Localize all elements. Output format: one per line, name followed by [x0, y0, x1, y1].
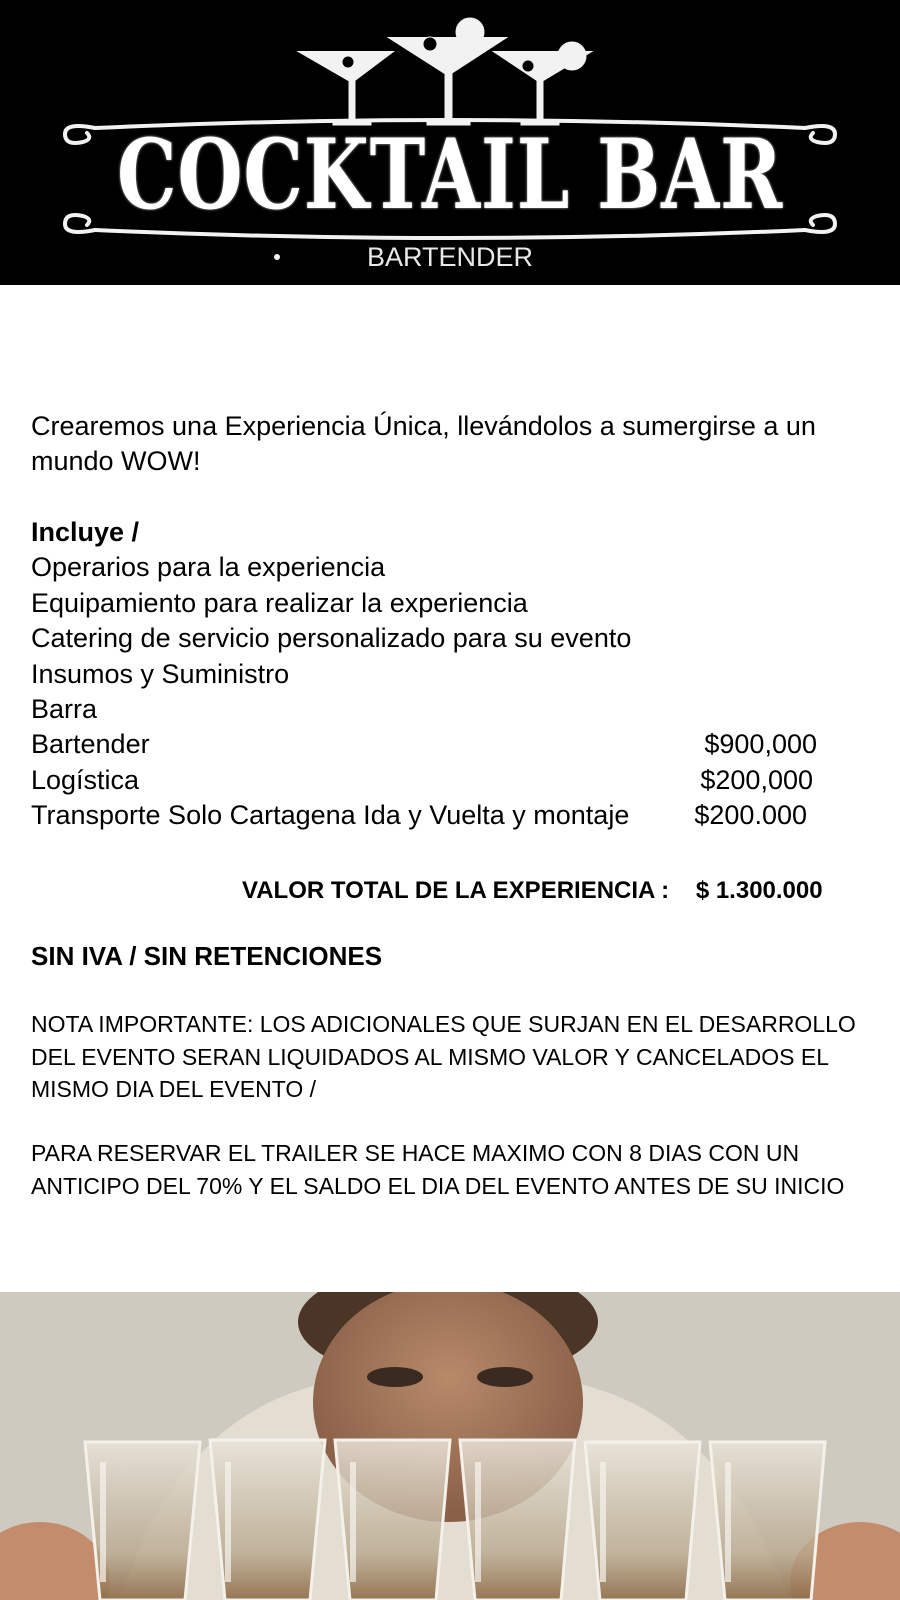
price-label: Bartender: [31, 729, 150, 759]
includes-item: Insumos y Suministro: [31, 659, 290, 689]
includes-item: Equipamiento para realizar la experiencia: [31, 588, 528, 618]
includes-heading: Incluye /: [31, 517, 140, 547]
header-subtitle: BARTENDER: [366, 242, 534, 272]
header-banner: [0, 0, 900, 285]
price-value: $200,000: [700, 765, 813, 795]
intro-line-1: Crearemos una Experiencia Única, llevándolos a sumergirse a un: [31, 411, 816, 441]
tax-note: SIN IVA / SIN RETENCIONES: [31, 941, 383, 971]
important-note: NOTA IMPORTANTE: LOS ADICIONALES QUE SURJAN EN EL DESARROLLO DEL EVENTO SERAN LIQUIDADOS AL MISMO VALOR Y CANCELADOS EL MISMO DIA DEL EVENTO /: [31, 1011, 856, 1102]
price-label: Transporte Solo Cartagena Ida y Vuelta y montaje: [31, 800, 630, 830]
includes-item: Barra: [31, 694, 98, 724]
reservation-note: PARA RESERVAR EL TRAILER SE HACE MAXIMO CON 8 DIAS CON UN ANTICIPO DEL 70% Y EL SALDO EL DIA DEL EVENTO ANTES DE SU INICIO: [31, 1140, 845, 1199]
total-line: [242, 875, 823, 907]
price-row-transporte: [31, 798, 811, 833]
intro-line-2: mundo WOW!: [31, 446, 201, 476]
bartender-shot-glasses-photo: [0, 1292, 900, 1600]
total-label: VALOR TOTAL DE LA EXPERIENCIA :: [242, 877, 670, 904]
price-value: $200.000: [694, 800, 807, 830]
logo-text: COCKTAIL BAR: [117, 118, 783, 231]
price-row-logistica: [31, 763, 811, 798]
price-row-bartender: [31, 727, 817, 762]
total-value: $ 1.300.000: [695, 877, 823, 904]
includes-item: Catering de servicio personalizado para su evento: [31, 623, 632, 653]
price-label: Logística: [31, 765, 140, 795]
includes-item: Operarios para la experiencia: [31, 552, 386, 582]
price-value: $900,000: [704, 729, 817, 759]
